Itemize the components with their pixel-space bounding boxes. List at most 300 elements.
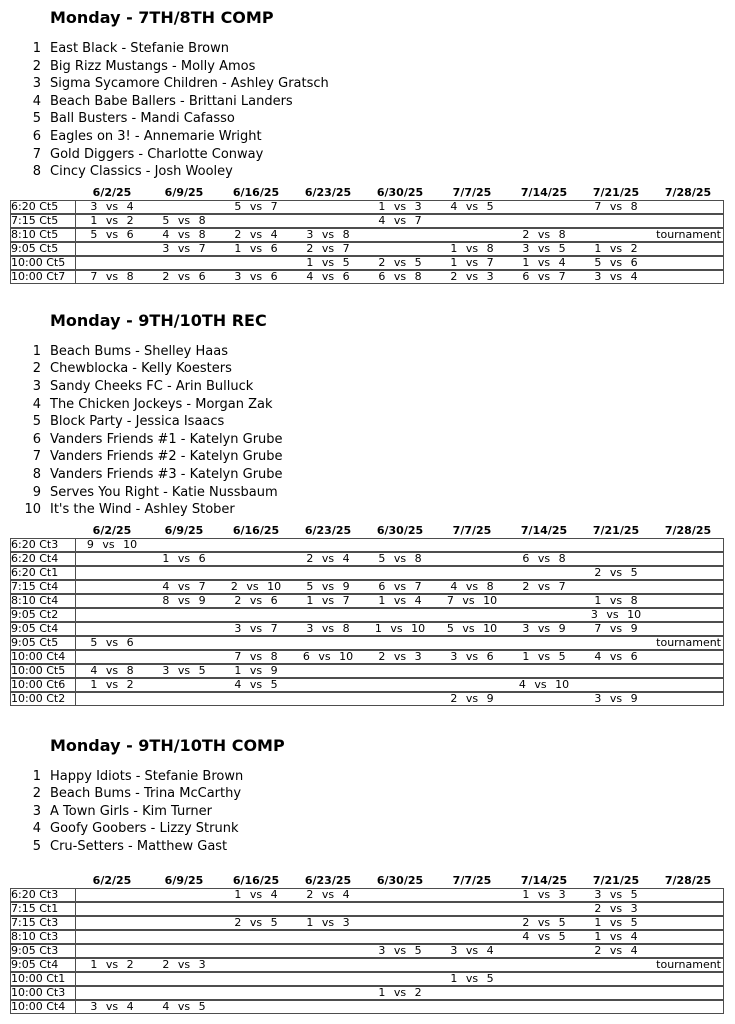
- section-title: Monday - 9TH/10TH REC: [50, 310, 267, 330]
- match-cell: 1 vs 4: [364, 594, 436, 608]
- match-cell: [580, 538, 652, 552]
- match-cell: [364, 902, 436, 916]
- match-cell: 4 vs 6: [580, 650, 652, 664]
- match-cell: [580, 958, 652, 972]
- team-number: 4: [32, 396, 41, 412]
- match-cell: 6 vs 10: [292, 650, 364, 664]
- schedule-row: [10, 916, 724, 930]
- team-name: Chewblocka - Kelly Koesters: [50, 361, 232, 377]
- match-cell: 1 vs 4: [580, 930, 652, 944]
- team-number: 5: [32, 414, 41, 430]
- time-court-cell: 10:00 Ct6: [10, 678, 76, 692]
- match-cell: 6 vs 8: [508, 552, 580, 566]
- match-cell: 2 vs 5: [508, 916, 580, 930]
- match-cell: [508, 1000, 580, 1014]
- match-cell: [292, 930, 364, 944]
- match-cell: [364, 916, 436, 930]
- match-cell: 3 vs 4: [580, 270, 652, 284]
- match-cell: [652, 608, 724, 622]
- match-cell: [436, 664, 508, 678]
- match-cell: 3 vs 7: [148, 242, 220, 256]
- match-cell: [364, 228, 436, 242]
- date-header: 6/30/25: [376, 873, 424, 887]
- team-number: 4: [32, 821, 41, 837]
- match-cell: [580, 986, 652, 1000]
- match-cell: [436, 608, 508, 622]
- schedule-row: [10, 958, 724, 972]
- team-row: [0, 501, 735, 519]
- team-row: [0, 75, 735, 93]
- match-cell: [364, 636, 436, 650]
- match-cell: [220, 552, 292, 566]
- team-number: 6: [32, 431, 41, 447]
- match-cell: 3 vs 4: [76, 200, 148, 214]
- team-row: [0, 128, 735, 146]
- match-cell: 4 vs 5: [436, 200, 508, 214]
- section-title: Monday - 7TH/8TH COMP: [50, 8, 274, 27]
- date-header: 6/16/25: [232, 873, 280, 887]
- match-cell: 2 vs 3: [148, 958, 220, 972]
- team-name: Block Party - Jessica Isaacs: [50, 414, 225, 430]
- match-cell: 2 vs 4: [292, 888, 364, 902]
- match-cell: [148, 538, 220, 552]
- match-cell: [220, 692, 292, 706]
- match-cell: [76, 580, 148, 594]
- match-cell: [508, 944, 580, 958]
- team-name: Cru-Setters - Matthew Gast: [50, 839, 228, 855]
- team-number: 3: [32, 378, 41, 394]
- match-cell: 1 vs 9: [220, 664, 292, 678]
- match-cell: [652, 566, 724, 580]
- schedule-row: [10, 678, 724, 692]
- match-cell: [652, 650, 724, 664]
- match-cell: [652, 200, 724, 214]
- date-header: 7/7/25: [452, 873, 492, 887]
- date-header: 7/28/25: [664, 523, 712, 537]
- team-name: The Chicken Jockeys - Morgan Zak: [50, 396, 273, 412]
- match-cell: 5 vs 10: [436, 622, 508, 636]
- schedule-table: [10, 524, 724, 706]
- match-cell: [436, 930, 508, 944]
- match-cell: 1 vs 5: [292, 256, 364, 270]
- time-court-cell: 6:20 Ct1: [10, 566, 76, 580]
- match-cell: [292, 608, 364, 622]
- team-name: Big Rizz Mustangs - Molly Amos: [50, 58, 256, 74]
- match-cell: 1 vs 2: [76, 958, 148, 972]
- match-cell: [148, 608, 220, 622]
- team-number: 3: [32, 76, 41, 92]
- match-cell: [580, 664, 652, 678]
- team-name: Ball Busters - Mandi Cafasso: [50, 111, 235, 127]
- match-cell: 7 vs 8: [220, 650, 292, 664]
- schedule-row: [10, 608, 724, 622]
- match-cell: [292, 214, 364, 228]
- time-court-header: [10, 186, 76, 200]
- match-cell: [436, 552, 508, 566]
- schedule-row: [10, 256, 724, 270]
- time-court-cell: 6:20 Ct3: [10, 888, 76, 902]
- match-cell: [148, 930, 220, 944]
- match-cell: 2 vs 10: [220, 580, 292, 594]
- match-cell: [364, 538, 436, 552]
- team-number: 4: [32, 93, 41, 109]
- match-cell: [436, 214, 508, 228]
- team-row: [0, 838, 735, 856]
- match-cell: 3 vs 5: [580, 888, 652, 902]
- time-court-cell: 9:05 Ct3: [10, 944, 76, 958]
- schedule-row: [10, 214, 724, 228]
- match-cell: 1 vs 6: [148, 552, 220, 566]
- team-number: 1: [32, 768, 41, 784]
- match-cell: 6 vs 8: [364, 270, 436, 284]
- date-header: 7/21/25: [592, 873, 640, 887]
- time-court-cell: 10:00 Ct4: [10, 650, 76, 664]
- match-cell: [364, 242, 436, 256]
- match-cell: 1 vs 7: [292, 594, 364, 608]
- match-cell: 7 vs 9: [580, 622, 652, 636]
- match-cell: [508, 538, 580, 552]
- match-cell: 2 vs 6: [220, 594, 292, 608]
- time-court-header: [10, 524, 76, 538]
- match-cell: [76, 256, 148, 270]
- date-header: 7/28/25: [664, 873, 712, 887]
- match-cell: [652, 664, 724, 678]
- team-number: 6: [32, 128, 41, 144]
- match-cell: [652, 916, 724, 930]
- match-cell: 1 vs 2: [580, 242, 652, 256]
- date-header: 7/14/25: [520, 523, 568, 537]
- match-cell: [436, 566, 508, 580]
- date-header: 6/30/25: [376, 523, 424, 537]
- match-cell: 2 vs 7: [292, 242, 364, 256]
- schedule-row: [10, 636, 724, 650]
- match-cell: [436, 538, 508, 552]
- time-court-cell: 8:10 Ct4: [10, 594, 76, 608]
- date-header: 6/9/25: [164, 185, 204, 199]
- match-cell: 1 vs 3: [292, 916, 364, 930]
- schedule-row: [10, 986, 724, 1000]
- match-cell: [76, 622, 148, 636]
- match-cell: [364, 566, 436, 580]
- date-header-row: [10, 186, 724, 200]
- match-cell: 2 vs 5: [220, 916, 292, 930]
- time-court-cell: 10:00 Ct5: [10, 256, 76, 270]
- match-cell: [76, 888, 148, 902]
- match-cell: [292, 958, 364, 972]
- time-court-cell: 10:00 Ct2: [10, 692, 76, 706]
- match-cell: 5 vs 6: [76, 228, 148, 242]
- match-cell: 3 vs 9: [580, 692, 652, 706]
- time-court-cell: 9:05 Ct2: [10, 608, 76, 622]
- match-cell: 4 vs 7: [148, 580, 220, 594]
- date-header: 6/2/25: [92, 185, 132, 199]
- match-cell: [436, 902, 508, 916]
- team-number: 9: [32, 484, 41, 500]
- schedule-row: [10, 242, 724, 256]
- match-cell: 2 vs 3: [364, 650, 436, 664]
- schedule-row: [10, 594, 724, 608]
- team-row: [0, 431, 735, 449]
- match-cell: 1 vs 4: [220, 888, 292, 902]
- match-cell: [76, 944, 148, 958]
- time-court-cell: 7:15 Ct3: [10, 916, 76, 930]
- match-cell: 5 vs 6: [580, 256, 652, 270]
- match-cell: [652, 944, 724, 958]
- match-cell: 6 vs 7: [508, 270, 580, 284]
- team-number: 3: [32, 803, 41, 819]
- match-cell: [508, 636, 580, 650]
- team-row: [0, 110, 735, 128]
- match-cell: [580, 636, 652, 650]
- match-cell: [292, 538, 364, 552]
- match-cell: [652, 972, 724, 986]
- schedule-row: [10, 200, 724, 214]
- match-cell: [508, 664, 580, 678]
- date-header: 6/16/25: [232, 185, 280, 199]
- match-cell: [76, 692, 148, 706]
- match-cell: [364, 678, 436, 692]
- match-cell: [76, 930, 148, 944]
- schedule-row: [10, 930, 724, 944]
- match-cell: 3 vs 4: [436, 944, 508, 958]
- match-cell: [148, 256, 220, 270]
- match-cell: [652, 930, 724, 944]
- team-name: It's the Wind - Ashley Stober: [50, 502, 235, 518]
- schedule-row: [10, 622, 724, 636]
- match-cell: [652, 692, 724, 706]
- match-cell: [76, 902, 148, 916]
- date-header-row: [10, 524, 724, 538]
- schedule-section: [0, 311, 735, 706]
- time-court-cell: 10:00 Ct1: [10, 972, 76, 986]
- time-court-cell: 6:20 Ct4: [10, 552, 76, 566]
- match-cell: 1 vs 2: [76, 214, 148, 228]
- time-court-cell: 8:10 Ct3: [10, 930, 76, 944]
- match-cell: [220, 256, 292, 270]
- date-header: 7/14/25: [520, 873, 568, 887]
- schedule-row: [10, 270, 724, 284]
- match-cell: [364, 608, 436, 622]
- team-name: Goofy Goobers - Lizzy Strunk: [50, 821, 239, 837]
- schedule-row: [10, 228, 724, 242]
- schedule-table: [10, 874, 724, 1014]
- match-cell: 4 vs 5: [148, 1000, 220, 1014]
- match-cell: [220, 944, 292, 958]
- time-court-cell: 6:20 Ct3: [10, 538, 76, 552]
- schedule-table: [10, 186, 724, 284]
- match-cell: [364, 972, 436, 986]
- match-cell: [508, 608, 580, 622]
- match-cell: [76, 986, 148, 1000]
- section-title: Monday - 9TH/10TH COMP: [50, 735, 285, 755]
- match-cell: [148, 678, 220, 692]
- match-cell: [652, 902, 724, 916]
- schedule-row: [10, 580, 724, 594]
- match-cell: [508, 594, 580, 608]
- schedule-row: [10, 664, 724, 678]
- match-cell: [76, 972, 148, 986]
- match-cell: [292, 902, 364, 916]
- match-cell: [220, 958, 292, 972]
- match-cell: [76, 594, 148, 608]
- match-cell: [652, 256, 724, 270]
- match-cell: 1 vs 2: [76, 678, 148, 692]
- match-cell: [364, 888, 436, 902]
- team-number: 2: [32, 361, 41, 377]
- time-court-cell: 7:15 Ct4: [10, 580, 76, 594]
- match-cell: [220, 972, 292, 986]
- schedule-row: [10, 902, 724, 916]
- time-court-cell: 10:00 Ct5: [10, 664, 76, 678]
- match-cell: [436, 636, 508, 650]
- time-court-cell: 9:05 Ct4: [10, 958, 76, 972]
- time-court-cell: 9:05 Ct5: [10, 636, 76, 650]
- match-cell: 1 vs 5: [508, 650, 580, 664]
- match-cell: [220, 636, 292, 650]
- team-row: [0, 396, 735, 414]
- match-cell: 3 vs 6: [436, 650, 508, 664]
- date-header: 6/9/25: [164, 523, 204, 537]
- team-row: [0, 484, 735, 502]
- match-cell: 1 vs 10: [364, 622, 436, 636]
- match-cell: [220, 1000, 292, 1014]
- match-cell: [292, 678, 364, 692]
- team-name: Beach Babe Ballers - Brittani Landers: [50, 93, 293, 109]
- team-number: 2: [32, 58, 41, 74]
- match-cell: [292, 944, 364, 958]
- team-row: [0, 466, 735, 484]
- team-number: 10: [24, 502, 41, 518]
- team-row: [0, 413, 735, 431]
- team-row: [0, 40, 735, 58]
- match-cell: [652, 622, 724, 636]
- team-name: Vanders Friends #3 - Katelyn Grube: [50, 466, 283, 482]
- match-cell: [508, 692, 580, 706]
- match-cell: 2 vs 4: [292, 552, 364, 566]
- date-header: 6/30/25: [376, 185, 424, 199]
- match-cell: [580, 678, 652, 692]
- match-cell: 4 vs 8: [76, 664, 148, 678]
- match-cell: [148, 916, 220, 930]
- match-cell: 4 vs 8: [436, 580, 508, 594]
- match-cell: [652, 1000, 724, 1014]
- match-cell: 3 vs 6: [220, 270, 292, 284]
- match-cell: [148, 972, 220, 986]
- match-cell: [436, 916, 508, 930]
- time-court-cell: 7:15 Ct1: [10, 902, 76, 916]
- date-header: 6/2/25: [92, 873, 132, 887]
- match-cell: 2 vs 5: [580, 566, 652, 580]
- match-cell: [220, 902, 292, 916]
- match-cell: 2 vs 3: [436, 270, 508, 284]
- match-cell: 9 vs 10: [76, 538, 148, 552]
- match-cell: [148, 566, 220, 580]
- schedule-section: [0, 736, 735, 1014]
- team-row: [0, 820, 735, 838]
- match-cell: [76, 608, 148, 622]
- date-header-row: [10, 874, 724, 888]
- match-cell: 3 vs 10: [580, 608, 652, 622]
- date-header: 6/16/25: [232, 523, 280, 537]
- match-cell: 2 vs 4: [220, 228, 292, 242]
- match-cell: [76, 552, 148, 566]
- team-row: [0, 768, 735, 786]
- team-number: 8: [32, 466, 41, 482]
- match-cell: 1 vs 8: [436, 242, 508, 256]
- match-cell: 5 vs 8: [148, 214, 220, 228]
- match-cell: [148, 200, 220, 214]
- team-list: [0, 768, 735, 856]
- date-header: 7/21/25: [592, 523, 640, 537]
- match-cell: [436, 888, 508, 902]
- match-cell: [292, 566, 364, 580]
- team-name: Cincy Classics - Josh Wooley: [50, 164, 233, 180]
- match-cell: 4 vs 5: [508, 930, 580, 944]
- match-cell: [580, 228, 652, 242]
- team-name: East Black - Stefanie Brown: [50, 41, 229, 56]
- team-row: [0, 803, 735, 821]
- schedule-row: [10, 566, 724, 580]
- time-court-cell: 8:10 Ct5: [10, 228, 76, 242]
- match-cell: 1 vs 2: [364, 986, 436, 1000]
- team-number: 7: [32, 449, 41, 465]
- match-cell: [652, 214, 724, 228]
- match-cell: [292, 692, 364, 706]
- schedule-row: [10, 650, 724, 664]
- match-cell: [364, 1000, 436, 1014]
- match-cell: [652, 580, 724, 594]
- match-cell: [436, 228, 508, 242]
- tournament-cell: tournament: [652, 228, 724, 242]
- team-name: Beach Bums - Trina McCarthy: [50, 786, 242, 802]
- date-header: 6/23/25: [304, 185, 352, 199]
- date-header: 7/21/25: [592, 185, 640, 199]
- match-cell: [652, 242, 724, 256]
- tournament-cell: tournament: [652, 636, 724, 650]
- match-cell: 3 vs 8: [292, 228, 364, 242]
- schedule-row: [10, 692, 724, 706]
- time-court-cell: 10:00 Ct7: [10, 270, 76, 284]
- match-cell: [508, 986, 580, 1000]
- team-row: [0, 163, 735, 181]
- match-cell: 1 vs 3: [364, 200, 436, 214]
- match-cell: [364, 958, 436, 972]
- time-court-cell: 7:15 Ct5: [10, 214, 76, 228]
- schedule-section: [0, 8, 735, 284]
- match-cell: 5 vs 8: [364, 552, 436, 566]
- match-cell: [652, 552, 724, 566]
- date-header: 6/23/25: [304, 523, 352, 537]
- match-cell: 4 vs 6: [292, 270, 364, 284]
- tournament-cell: tournament: [652, 958, 724, 972]
- match-cell: [220, 566, 292, 580]
- match-cell: [148, 888, 220, 902]
- team-name: Sandy Cheeks FC - Arin Bulluck: [50, 378, 254, 394]
- match-cell: [436, 986, 508, 1000]
- match-cell: 3 vs 5: [364, 944, 436, 958]
- team-row: [0, 360, 735, 378]
- match-cell: 6 vs 7: [364, 580, 436, 594]
- match-cell: 1 vs 8: [580, 594, 652, 608]
- time-court-cell: 10:00 Ct4: [10, 1000, 76, 1014]
- match-cell: 4 vs 5: [220, 678, 292, 692]
- match-cell: [364, 692, 436, 706]
- match-cell: [508, 200, 580, 214]
- match-cell: 4 vs 7: [364, 214, 436, 228]
- match-cell: [220, 930, 292, 944]
- match-cell: [436, 678, 508, 692]
- match-cell: 1 vs 5: [580, 916, 652, 930]
